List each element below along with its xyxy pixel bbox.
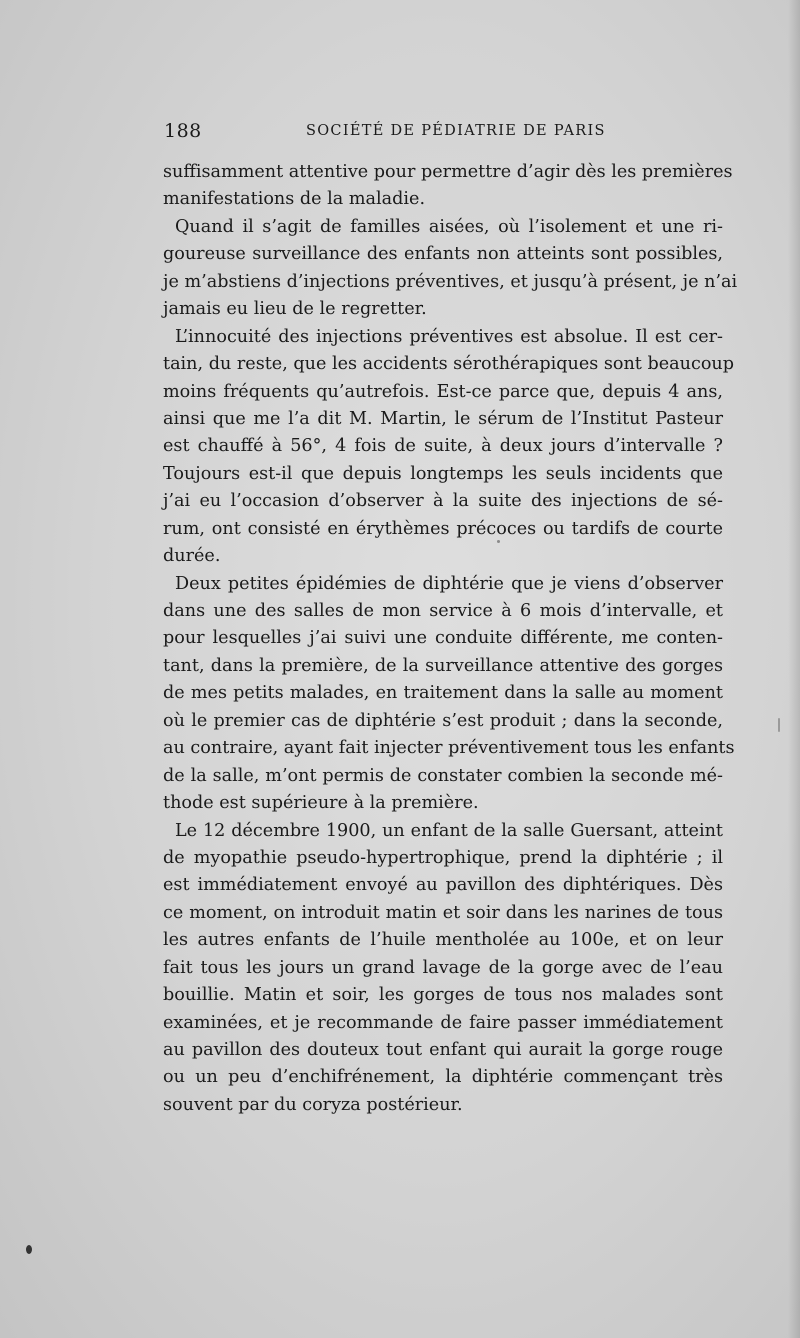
text-line: souvent par du coryza postérieur. xyxy=(163,1094,463,1115)
text-line: suffisamment attentive pour permettre d’agir dès les premières xyxy=(163,162,733,182)
text-line: ou un peu d’enchifrénement, la diphtérie commençant très xyxy=(163,1067,723,1088)
text-line: thode est supérieure à la première. xyxy=(163,793,479,814)
text-line: dans une des salles de mon service à 6 mois d’intervalle, et xyxy=(163,601,723,621)
text-line: j’ai eu l’occasion d’observer à la suite des injections de sé- xyxy=(163,491,723,512)
text-line: Quand il s’agit de familles aisées, où l’isolement et une ri- xyxy=(175,216,723,237)
text-line: est immédiatement envoyé au pavillon des diphtériques. Dès xyxy=(163,875,723,896)
text-line: moins fréquents qu’autrefois. Est-ce parce que, depuis 4 ans, xyxy=(163,381,723,402)
body-text xyxy=(163,159,738,1119)
ink-speck xyxy=(497,540,500,543)
ink-speck xyxy=(26,1245,32,1254)
text-line: Toujours est-il que depuis longtemps les seuls incidents que xyxy=(163,463,723,484)
text-line: pour lesquelles j’ai suivi une conduite différente, me conten- xyxy=(163,628,723,649)
text-line: ce moment, on introduit matin et soir dans les narines de tous xyxy=(163,902,723,923)
text-line: manifestations de la maladie. xyxy=(163,189,426,210)
text-line: jamais eu lieu de le regretter. xyxy=(163,299,427,320)
text-line: bouillie. Matin et soir, les gorges de tous nos malades sont xyxy=(163,985,723,1006)
text-line: de mes petits malades, en traitement dans la salle au moment xyxy=(163,683,723,704)
text-line: rum, ont consisté en érythèmes précoces ou tardifs de courte xyxy=(163,518,723,539)
text-line: Le 12 décembre 1900, un enfant de la salle Guersant, atteint xyxy=(175,820,723,841)
text-line: examinées, et je recommande de faire passer immédiatement xyxy=(163,1012,723,1033)
text-line: tain, du reste, que les accidents sérothérapiques sont beaucoup xyxy=(163,354,735,375)
running-head xyxy=(160,120,720,146)
text-line: je m’abstiens d’injections préventives, et jusqu’à présent, je n’ai xyxy=(163,271,738,292)
text-line: au pavillon des douteux tout enfant qui aurait la gorge rouge xyxy=(163,1040,723,1060)
text-line: goureuse surveillance des enfants non atteints sont possibles, xyxy=(163,244,723,265)
text-line: de myopathie pseudo-hypertrophique, prend la diphtérie ; il xyxy=(163,847,723,868)
text-line: au contraire, ayant fait injecter préventivement tous les enfants xyxy=(163,738,735,759)
text-line: est chauffé à 56°, 4 fois de suite, à deux jours d’intervalle ? xyxy=(163,436,723,457)
text-line: ainsi que me l’a dit M. Martin, le sérum de l’Institut Pasteur xyxy=(163,408,723,429)
text-line: Deux petites épidémies de diphtérie que je viens d’observer xyxy=(175,573,723,594)
text-line: fait tous les jours un grand lavage de la gorge avec de l’eau xyxy=(163,957,723,978)
text-line: tant, dans la première, de la surveillance attentive des gorges xyxy=(163,655,723,676)
text-line: les autres enfants de l’huile mentholée au 100e, et on leur xyxy=(163,930,723,951)
text-line: où le premier cas de diphtérie s’est produit ; dans la seconde, xyxy=(163,710,723,731)
text-line: durée. xyxy=(163,546,221,567)
text-line: L’innocuité des injections préventives est absolue. Il est cer- xyxy=(175,326,723,347)
page-number: 188 xyxy=(164,120,202,142)
ink-speck xyxy=(778,718,780,732)
text-line: de la salle, m’ont permis de constater combien la seconde mé- xyxy=(163,765,723,786)
journal-title: SOCIÉTÉ DE PÉDIATRIE DE PARIS xyxy=(306,123,606,139)
